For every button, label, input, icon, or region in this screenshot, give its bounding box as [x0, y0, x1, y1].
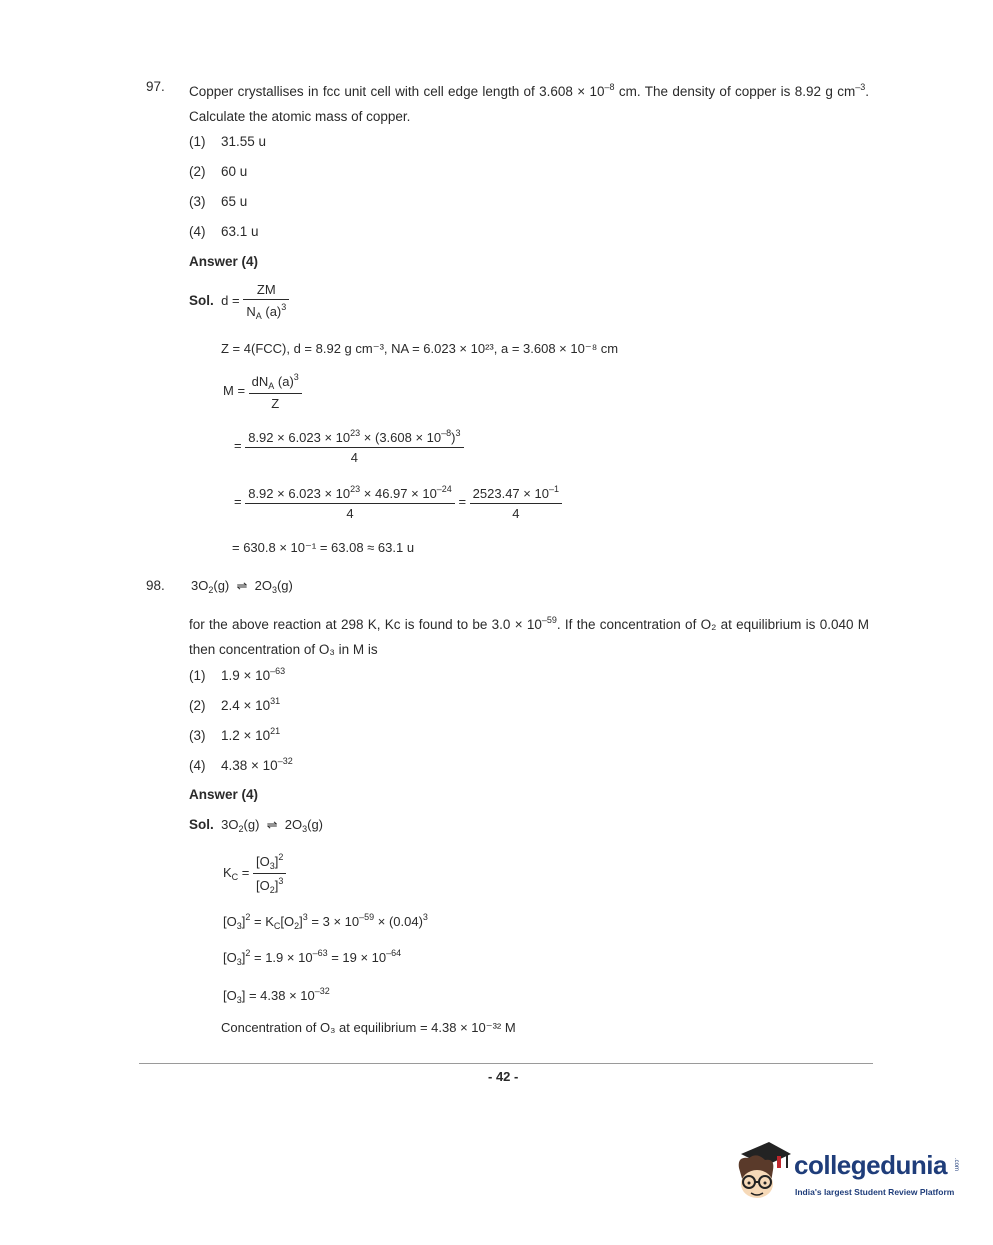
given-values: Z = 4(FCC), d = 8.92 g cm⁻³, NA = 6.023 × 10²³, a = 3.608 × 10⁻⁸ cm [221, 341, 619, 356]
option-3 [189, 726, 280, 743]
brand-name: collegedunia [794, 1150, 947, 1180]
question-number: 98. [146, 578, 165, 593]
kc-expression: $K_C$ = $\frac{[O_3]^2}{[O_2]^3}$ [223, 852, 286, 895]
option-number: (1) [189, 668, 206, 683]
substitution-step-2: = $\frac{8.92 \times 6.023 \times 10^{23} \times 46.97 \times 10^{-24}}{4}$ = $\frac{2523.47 \times 10^{-1}}{4}$ [234, 484, 562, 521]
option-4 [189, 756, 293, 773]
option-value: 31.55 u [221, 134, 267, 149]
solution-reaction: Sol. $3O_2(g)$ ⇌ $2O_3(g)$ [189, 817, 323, 834]
exponent: –8 [604, 82, 615, 92]
solution-formula-density: Sol. d = $\frac{ZM}{N_A (a)^3}$ [189, 282, 289, 321]
question-text-part: Copper crystallises in fcc unit cell with cell edge length of 3.608 × 10 [189, 84, 605, 99]
brand-tagline: India's largest Student Review Platform [795, 1187, 955, 1197]
option-number: (2) [189, 698, 206, 713]
option-value: 63.1 u [221, 224, 259, 239]
solution-label: Sol. [189, 293, 214, 309]
option-value: 4.38 × 10 [221, 758, 278, 773]
substitution-step-1: = $\frac{8.92 \times 6.023 \times 10^{23} \times (3.608 \times 10^{-8})^3}{4}$ [234, 428, 464, 465]
exponent: –59 [541, 615, 557, 625]
option-3 [189, 194, 247, 209]
option-2 [189, 696, 280, 713]
option-2 [189, 164, 247, 179]
page-number: - 42 - [488, 1069, 519, 1084]
question-text [189, 608, 869, 662]
option-exponent: –32 [277, 756, 293, 766]
question-text-part: . Calculate the atomic mass of copper. [189, 84, 869, 124]
option-exponent: 31 [270, 696, 281, 706]
brand-domain: .com [953, 1158, 959, 1172]
option-number: (4) [189, 224, 206, 239]
option-number: (1) [189, 134, 206, 149]
question-text-part: cm. The density of copper is 8.92 g cm [614, 84, 856, 99]
answer-label: Answer (4) [189, 254, 259, 269]
o3-value: $[O_3] = 4.38 \times 10^{-32}$ [223, 986, 330, 1005]
option-value: 1.2 × 10 [221, 728, 271, 743]
option-1 [189, 134, 266, 149]
solution-label: Sol. [189, 817, 214, 832]
mass-formula: M = $\frac{dN_A (a)^3}{Z}$ [223, 372, 302, 411]
final-result-line: = 630.8 × 10⁻¹ = 63.08 ≈ 63.1 u [232, 540, 415, 555]
option-1 [189, 666, 285, 683]
o3-squared-value: $[O_3]^2 = 1.9 \times 10^{-63} = 19 \times 10^{-64}$ [223, 948, 402, 967]
exponent: –3 [855, 82, 866, 92]
option-value: 65 u [221, 194, 248, 209]
conclusion: Concentration of O₃ at equilibrium = 4.38 × 10⁻³² M [221, 1020, 516, 1035]
question-text-part: for the above reaction at 298 K, Kc is found to be 3.0 × 10 [189, 617, 542, 632]
question-number: 97. [146, 79, 165, 94]
o3-squared-expression: $[O_3]^2 = K_C[O_2]^3 = 3 \times 10^{-59} \times (0.04)^3$ [223, 912, 428, 931]
footer-divider [139, 1063, 873, 1064]
option-number: (3) [189, 194, 206, 209]
question-text [189, 75, 869, 129]
option-value: 2.4 × 10 [221, 698, 271, 713]
answer-label: Answer (4) [189, 787, 259, 802]
brand-logo [735, 1138, 793, 1209]
student-mascot-icon [735, 1138, 793, 1206]
question-text-part: . If the concentration of O₂ at equilibrium is 0.040 M then concentration of O₃ in M is [189, 617, 869, 657]
option-value: 1.9 × 10 [221, 668, 271, 683]
option-number: (4) [189, 758, 206, 773]
option-number: (3) [189, 728, 206, 743]
option-value: 60 u [221, 164, 248, 179]
option-4 [189, 224, 259, 239]
option-exponent: –63 [270, 666, 286, 676]
option-exponent: 21 [270, 726, 281, 736]
option-number: (2) [189, 164, 206, 179]
reaction-equation: $3O_2(g)$ ⇌ $2O_3(g)$ [191, 578, 293, 595]
